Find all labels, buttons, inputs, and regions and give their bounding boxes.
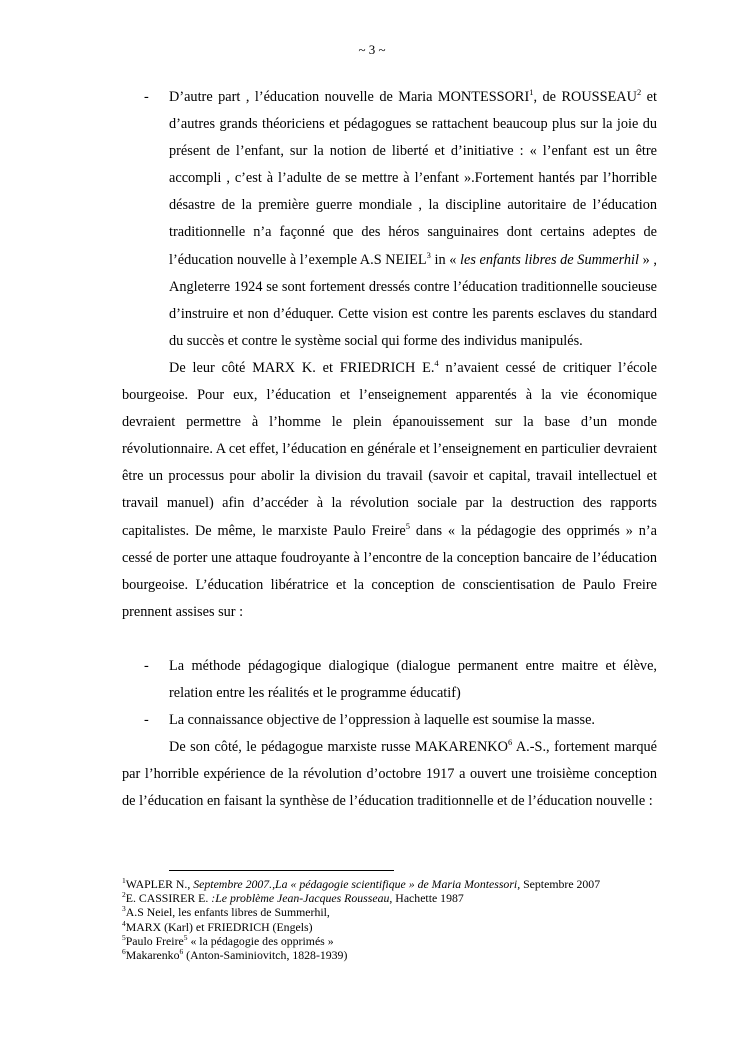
footnote-inline-ref: 6 (179, 947, 184, 957)
footnote-ref-1: 1 (529, 87, 534, 98)
text-run: Makarenko (125, 948, 180, 963)
bullet-dash: - (144, 89, 149, 105)
text-run: De son côté, le pédagogue marxiste russe MAKARENKO (169, 739, 508, 756)
footnote-2 (122, 891, 682, 905)
bullet-oppression (122, 707, 657, 734)
text-run: E. CASSIRER E. (125, 891, 212, 906)
bullet-montessori (122, 84, 657, 355)
footnote-inline-ref: 5 (183, 932, 188, 942)
text-run: n’avaient cessé de critiquer l’école bourgeoise. Pour eux, l’éducation et l’enseignement apparentés à la vie économique devraient permettre à l’homme le plein épanouissement sur la base d’un monde révolutionnaire. A cet effet, l’éducation en générale et l’enseignement en particulier devraient être un processus pour abolir la division du travail (savoir et capital, travail intellectuel et travail manuel) afin d’accéder à la révolution sociale par la destruction des rapports capitalistes. De même, le marxiste Paulo Freire (122, 359, 657, 539)
text-run: Septembre 2007 (520, 877, 601, 891)
bullet-dash: - (144, 712, 149, 729)
footnote-number: 4 (122, 918, 126, 928)
footnote-1 (122, 877, 682, 891)
text-run: MARX (Karl) et FRIEDRICH (Engels) (125, 919, 313, 934)
text-run: » , Angleterre 1924 se sont fortement dressés contre l’éducation traditionnelle soucieuse d’instruire et non d’éduquer. Cette vision est contre les parents esclaves du standard du succès et contre le système social qui forme des individus manipulés. (169, 251, 658, 349)
text-run: La méthode pédagogique dialogique (dialogue permanent entre maitre et élève, relation entre les réalités et le programme éducatif) (169, 657, 657, 701)
text-run: WAPLER N., (125, 877, 194, 891)
footnote-number: 1 (122, 876, 126, 886)
page-number: ~ 3 ~ (358, 42, 386, 57)
footnote-5 (122, 934, 682, 948)
footnote-number: 2 (122, 890, 126, 900)
footnote-title: :Le problème Jean-Jacques Rousseau (211, 891, 390, 906)
text-run: D’autre part , l’éducation nouvelle de Maria MONTESSORI (169, 89, 530, 105)
text-run: , Hachette 1987 (389, 891, 464, 906)
footnote-ref-3: 3 (426, 249, 431, 260)
book-title: les enfants libres de Summerhil (460, 251, 639, 268)
text-run: in « (430, 251, 461, 268)
footnote-ref-2: 2 (636, 87, 642, 98)
paragraph-makarenko (122, 734, 657, 815)
footnote-number: 3 (122, 904, 126, 914)
text-run: A.-S., fortement marqué par l’horrible expérience de la révolution d’octobre 1917 a ouvert une troisième conception de l’éducation en faisant la synthèse de l’éducation traditionnelle et de l’éducation nouvelle : (122, 739, 657, 810)
footnotes (122, 870, 682, 962)
text-run: Paulo Freire (125, 933, 184, 948)
footnote-6 (122, 948, 682, 962)
text-run: La connaissance objective de l’oppression à laquelle est soumise la masse. (169, 712, 595, 729)
footnote-ref-5: 5 (405, 520, 410, 531)
main-text (122, 84, 657, 815)
text-run: « la pédagogie des opprimés » (187, 933, 334, 948)
footnote-ref-4: 4 (434, 358, 439, 369)
text-run: , de ROUSSEAU (533, 89, 637, 105)
paragraph-marx (122, 355, 657, 626)
footnote-3 (122, 905, 682, 919)
footnote-ref-6: 6 (507, 737, 513, 748)
text-run: A.S Neiel, les enfants libres de Summerhil, (125, 905, 330, 920)
text-run: (Anton-Saminiovitch, 1828-1939) (183, 948, 348, 963)
bullet-dialogique (122, 653, 657, 707)
text-run: dans « la pédagogie des opprimés » n’a cessé de porter une attaque foudroyante à l’encontre de la conception bancaire de l’éducation bourgeoise. L’éducation libératrice et la conception de conscientisation de Paulo Freire prennent assises sur : (122, 522, 658, 620)
text-run: De leur côté MARX K. et FRIEDRICH E. (169, 359, 435, 376)
footnote-title: Septembre 2007.,La « pédagogie scientifique » de Maria Montessori, (193, 877, 521, 891)
footnote-number: 5 (122, 932, 126, 942)
footnote-4 (122, 920, 682, 934)
bullet-dash: - (144, 657, 149, 674)
footnote-number: 6 (122, 947, 126, 957)
footnote-separator (169, 870, 394, 871)
text-run: et d’autres grands théoriciens et pédagogues se rattachent beaucoup plus sur la joie du présent de l’enfant, sur la notion de liberté et d’initiative : « l’enfant est un être accompli , c’est à l’adulte de se mettre à l’enfant ».Fortement hantés par l’horrible désastre de la première guerre mondiale , la discipline autoritaire de l’éducation traditionnelle n’a façonné que des héros sanguinaires dont certains adeptes de l’éducation nouvelle à l’exemple A.S NEIEL (169, 89, 657, 268)
